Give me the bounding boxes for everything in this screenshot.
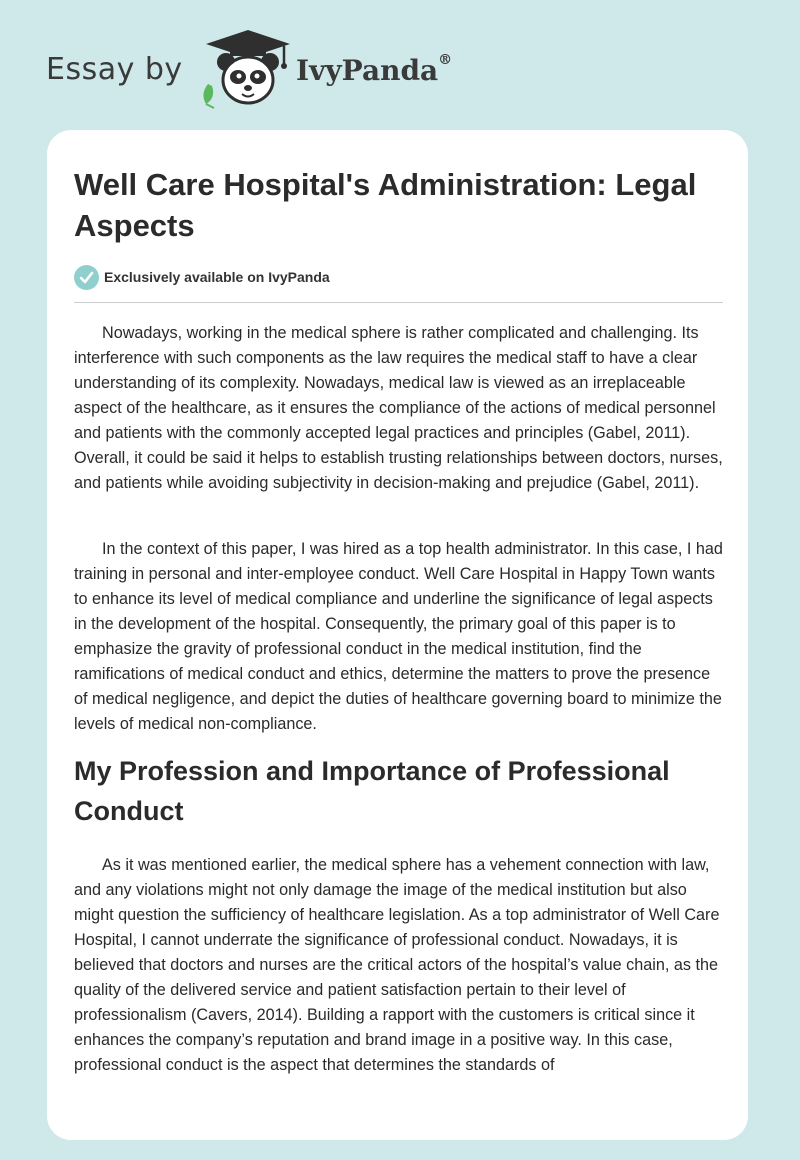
exclusive-badge <box>74 264 330 290</box>
check-circle-icon <box>74 265 99 290</box>
section-paragraph: As it was mentioned earlier, the medical sphere has a vehement connection with law, and any violations might not only damage the image of the medical institution but also might question the sufficiency of healthcare legislation. As a top administrator of Well Care Hospital, I cannot underrate the significance of professional conduct. Nowadays, it is believed that doctors and nurses are the critical actors of the hospital’s value chain, as the quality of the delivered service and patient satisfaction pertain to their level of professionalism (Cavers, 2014). Building a rapport with the customers is critical since it enhances the company’s reputation and brand image in a positive way. In this case, professional conduct is the aspect that determines the standards of <box>74 856 720 1074</box>
brand-name <box>296 54 452 87</box>
divider <box>74 302 723 303</box>
essay-card <box>47 130 748 1140</box>
section-heading: My Profession and Importance of Professional Conduct <box>74 756 670 826</box>
brand-name-text: IvyPanda <box>296 54 439 87</box>
registered-mark: ® <box>438 52 453 68</box>
panda-graduate-logo-icon <box>200 28 296 110</box>
page-title: Well Care Hospital's Administration: Legal Aspects <box>74 167 697 243</box>
site-header <box>0 0 800 128</box>
exclusive-badge-text: Exclusively available on IvyPanda <box>104 269 330 285</box>
essay-by-label: Essay by <box>46 52 183 87</box>
paragraph-2: In the context of this paper, I was hired as a top health administrator. In this case, I had training in personal and inter-employee conduct. Well Care Hospital in Happy Town wants to enhance its level of medical compliance and underline the significance of legal aspects in the development of the hospital. Consequently, the primary goal of this paper is to emphasize the gravity of professional conduct in the medical institution, find the ramifications of medical conduct and ethics, determine the matters to prove the presence of medical negligence, and depict the duties of healthcare governing board to minimize the levels of medical non-compliance. <box>74 540 723 733</box>
paragraph-1: Nowadays, working in the medical sphere is rather complicated and challenging. Its interference with such components as the law requires the medical staff to have a clear understanding of its complexity. Nowadays, medical law is viewed as an irreplaceable aspect of the healthcare, as it ensures the compliance of the actions of medical personnel and patients with the commonly accepted legal practices and principles (Gabel, 2011). Overall, it could be said it helps to establish trusting relationships between doctors, nurses, and patients while avoiding subjectivity in decision-making and prejudice (Gabel, 2011). <box>74 324 723 492</box>
